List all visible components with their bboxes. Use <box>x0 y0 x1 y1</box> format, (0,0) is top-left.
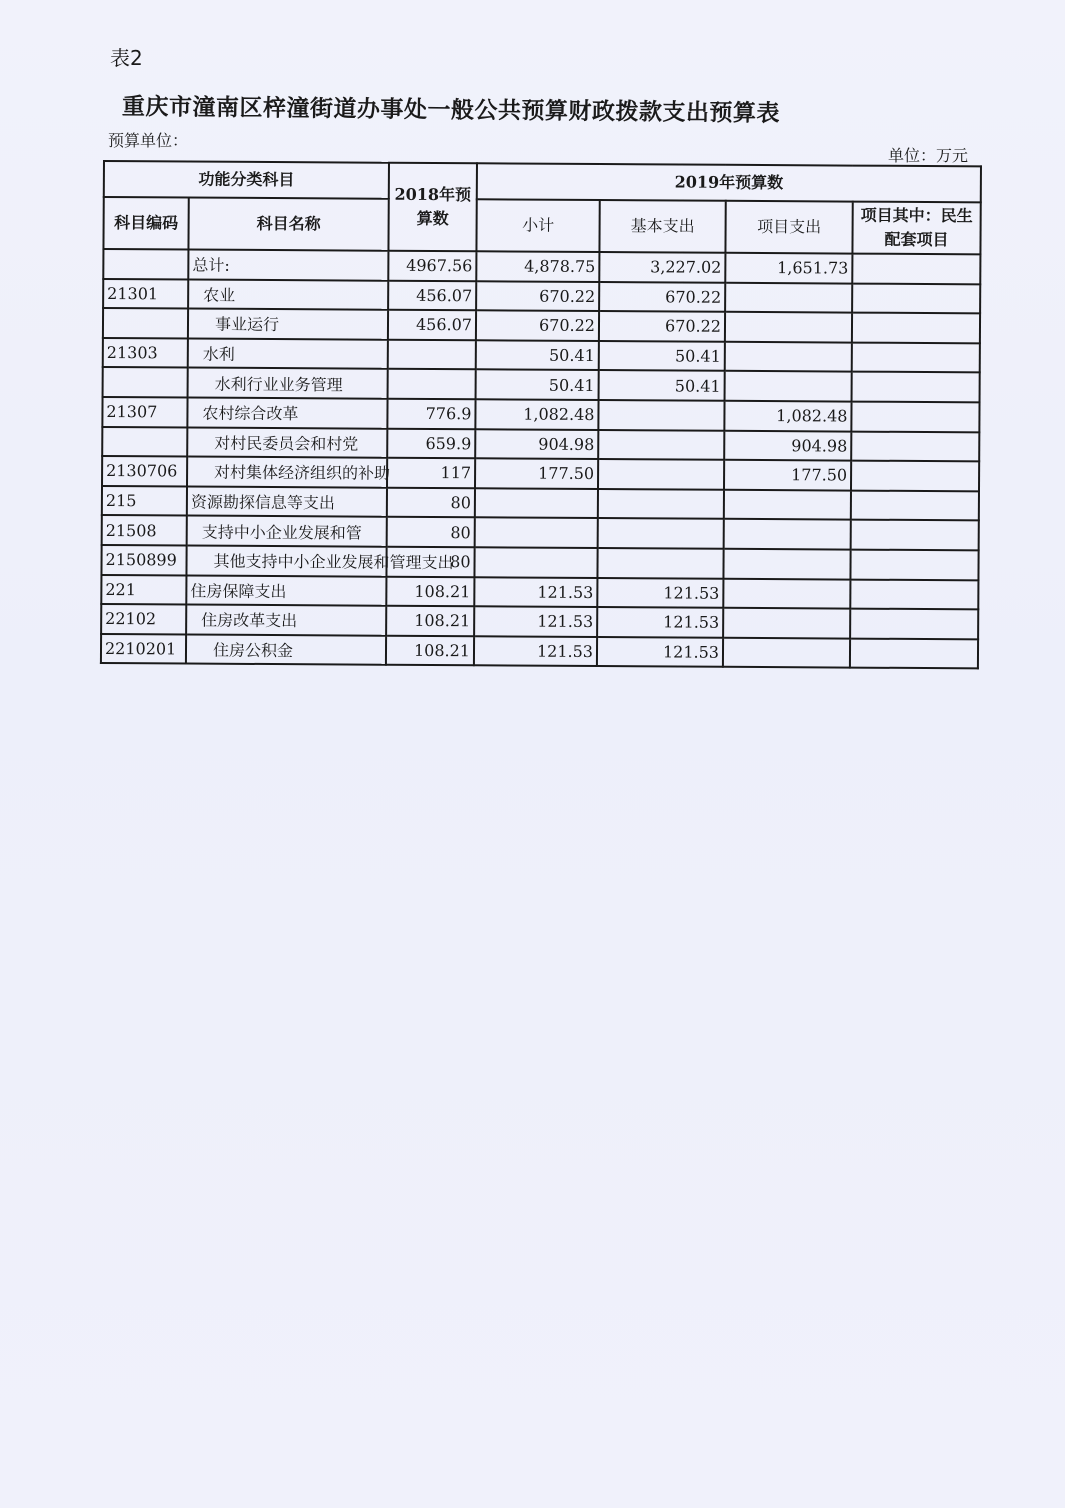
cell-code: 21301 <box>103 279 188 309</box>
cell-project <box>723 578 850 608</box>
cell-budget-2018: 108.21 <box>386 576 474 606</box>
cell-budget-2018: 456.07 <box>388 310 476 340</box>
cell-budget-2018: 80 <box>386 547 474 577</box>
cell-livelihood <box>850 638 978 668</box>
cell-name: 水利 <box>188 338 388 369</box>
cell-code: 221 <box>101 575 186 605</box>
cell-code: 21303 <box>103 338 188 368</box>
cell-project <box>725 342 852 372</box>
cell-basic: 121.53 <box>597 607 723 637</box>
cell-basic: 670.22 <box>599 311 725 341</box>
cell-livelihood <box>852 372 980 402</box>
cell-basic <box>598 518 724 548</box>
cell-budget-2018: 117 <box>387 458 475 488</box>
cell-livelihood <box>852 342 980 372</box>
cell-basic <box>598 430 724 460</box>
cell-project <box>725 371 852 401</box>
cell-code <box>102 427 187 457</box>
budget-unit-label: 预算单位： <box>108 131 189 150</box>
cell-subtotal: 670.22 <box>476 310 599 340</box>
cell-name: 其他支持中小企业发展和管理支出 <box>186 545 386 576</box>
cell-livelihood <box>852 283 980 313</box>
cell-project <box>725 282 852 312</box>
cell-subtotal: 904.98 <box>475 429 598 459</box>
cell-project <box>723 608 850 638</box>
cell-code: 215 <box>102 486 187 516</box>
cell-project: 177.50 <box>724 460 851 490</box>
cell-basic: 50.41 <box>599 370 725 400</box>
cell-project <box>723 549 850 579</box>
cell-project <box>723 638 850 668</box>
cell-livelihood <box>850 609 978 639</box>
cell-budget-2018 <box>388 369 476 399</box>
cell-subtotal: 670.22 <box>476 281 599 311</box>
cell-project <box>725 312 852 342</box>
cell-code: 21307 <box>102 397 187 427</box>
cell-code <box>103 249 188 279</box>
cell-budget-2018: 108.21 <box>386 635 474 665</box>
cell-subtotal: 1,082.48 <box>475 399 598 429</box>
cell-code <box>103 308 188 338</box>
table-number: 表2 <box>110 46 143 70</box>
cell-livelihood <box>851 520 979 550</box>
cell-name: 农村综合改革 <box>187 397 387 428</box>
cell-project: 904.98 <box>724 430 851 460</box>
cell-code: 22102 <box>101 604 186 634</box>
cell-budget-2018: 108.21 <box>386 606 474 636</box>
cell-basic: 121.53 <box>597 637 723 667</box>
cell-name: 总计: <box>188 250 388 281</box>
cell-code: 2130706 <box>102 456 187 486</box>
header-budget-2019: 2019年预算数 <box>477 163 981 202</box>
cell-basic: 50.41 <box>599 341 725 371</box>
header-project: 项目支出 <box>725 201 852 254</box>
cell-code: 21508 <box>102 515 187 545</box>
cell-subtotal: 121.53 <box>474 577 597 607</box>
cell-subtotal: 121.53 <box>474 636 597 666</box>
header-name: 科目名称 <box>188 198 388 251</box>
cell-basic: 670.22 <box>599 282 725 312</box>
cell-basic: 121.53 <box>597 578 723 608</box>
cell-subtotal: 4,878.75 <box>476 251 599 281</box>
cell-name: 对村民委员会和村党 <box>187 427 387 458</box>
cell-name: 农业 <box>188 279 388 310</box>
table-body <box>101 249 981 669</box>
cell-basic <box>598 459 724 489</box>
cell-livelihood <box>851 402 979 432</box>
table-row <box>101 634 978 669</box>
cell-subtotal: 50.41 <box>476 340 599 370</box>
cell-basic <box>598 489 724 519</box>
cell-name: 对村集体经济组织的补助 <box>187 457 387 488</box>
cell-project: 1,082.48 <box>724 401 851 431</box>
cell-name: 水利行业业务管理 <box>188 368 388 399</box>
cell-name: 资源勘探信息等支出 <box>187 486 387 517</box>
cell-basic <box>597 548 723 578</box>
cell-livelihood <box>850 579 978 609</box>
cell-name: 住房公积金 <box>186 634 386 665</box>
cell-name: 住房保障支出 <box>186 575 386 606</box>
cell-project <box>724 519 851 549</box>
cell-budget-2018: 659.9 <box>387 428 475 458</box>
cell-subtotal: 121.53 <box>474 606 597 636</box>
header-subtotal: 小计 <box>476 199 599 252</box>
cell-name: 住房改革支出 <box>186 605 386 636</box>
cell-subtotal <box>475 488 598 518</box>
budget-table <box>100 160 982 670</box>
cell-subtotal: 177.50 <box>475 458 598 488</box>
cell-basic: 3,227.02 <box>599 252 725 282</box>
cell-budget-2018 <box>388 340 476 370</box>
cell-basic <box>598 400 724 430</box>
cell-livelihood <box>851 490 979 520</box>
cell-budget-2018: 776.9 <box>387 399 475 429</box>
header-budget-2018: 2018年预算数 <box>388 163 477 252</box>
header-basic: 基本支出 <box>599 200 725 253</box>
unit-label: 单位：万元 <box>888 146 969 165</box>
cell-name: 事业运行 <box>188 309 388 340</box>
header-livelihood: 项目其中：民生配套项目 <box>852 202 980 255</box>
cell-project: 1,651.73 <box>725 253 852 283</box>
cell-budget-2018: 4967.56 <box>388 251 476 281</box>
cell-budget-2018: 80 <box>387 517 475 547</box>
cell-code: 2150899 <box>101 545 186 575</box>
cell-livelihood <box>851 461 979 491</box>
cell-project <box>724 490 851 520</box>
cell-budget-2018: 80 <box>387 487 475 517</box>
document-title: 重庆市潼南区梓潼街道办事处一般公共预算财政拨款支出预算表 <box>121 94 781 127</box>
cell-livelihood <box>851 431 979 461</box>
cell-name: 支持中小企业发展和管 <box>187 516 387 547</box>
cell-budget-2018: 456.07 <box>388 280 476 310</box>
cell-subtotal <box>474 547 597 577</box>
cell-code <box>103 367 188 397</box>
cell-livelihood <box>850 550 978 580</box>
cell-livelihood <box>852 254 980 284</box>
cell-code: 2210201 <box>101 634 186 664</box>
cell-subtotal: 50.41 <box>476 370 599 400</box>
header-code: 科目编码 <box>103 197 188 250</box>
cell-subtotal <box>475 518 598 548</box>
cell-livelihood <box>852 313 980 343</box>
header-func-class: 功能分类科目 <box>104 161 389 199</box>
